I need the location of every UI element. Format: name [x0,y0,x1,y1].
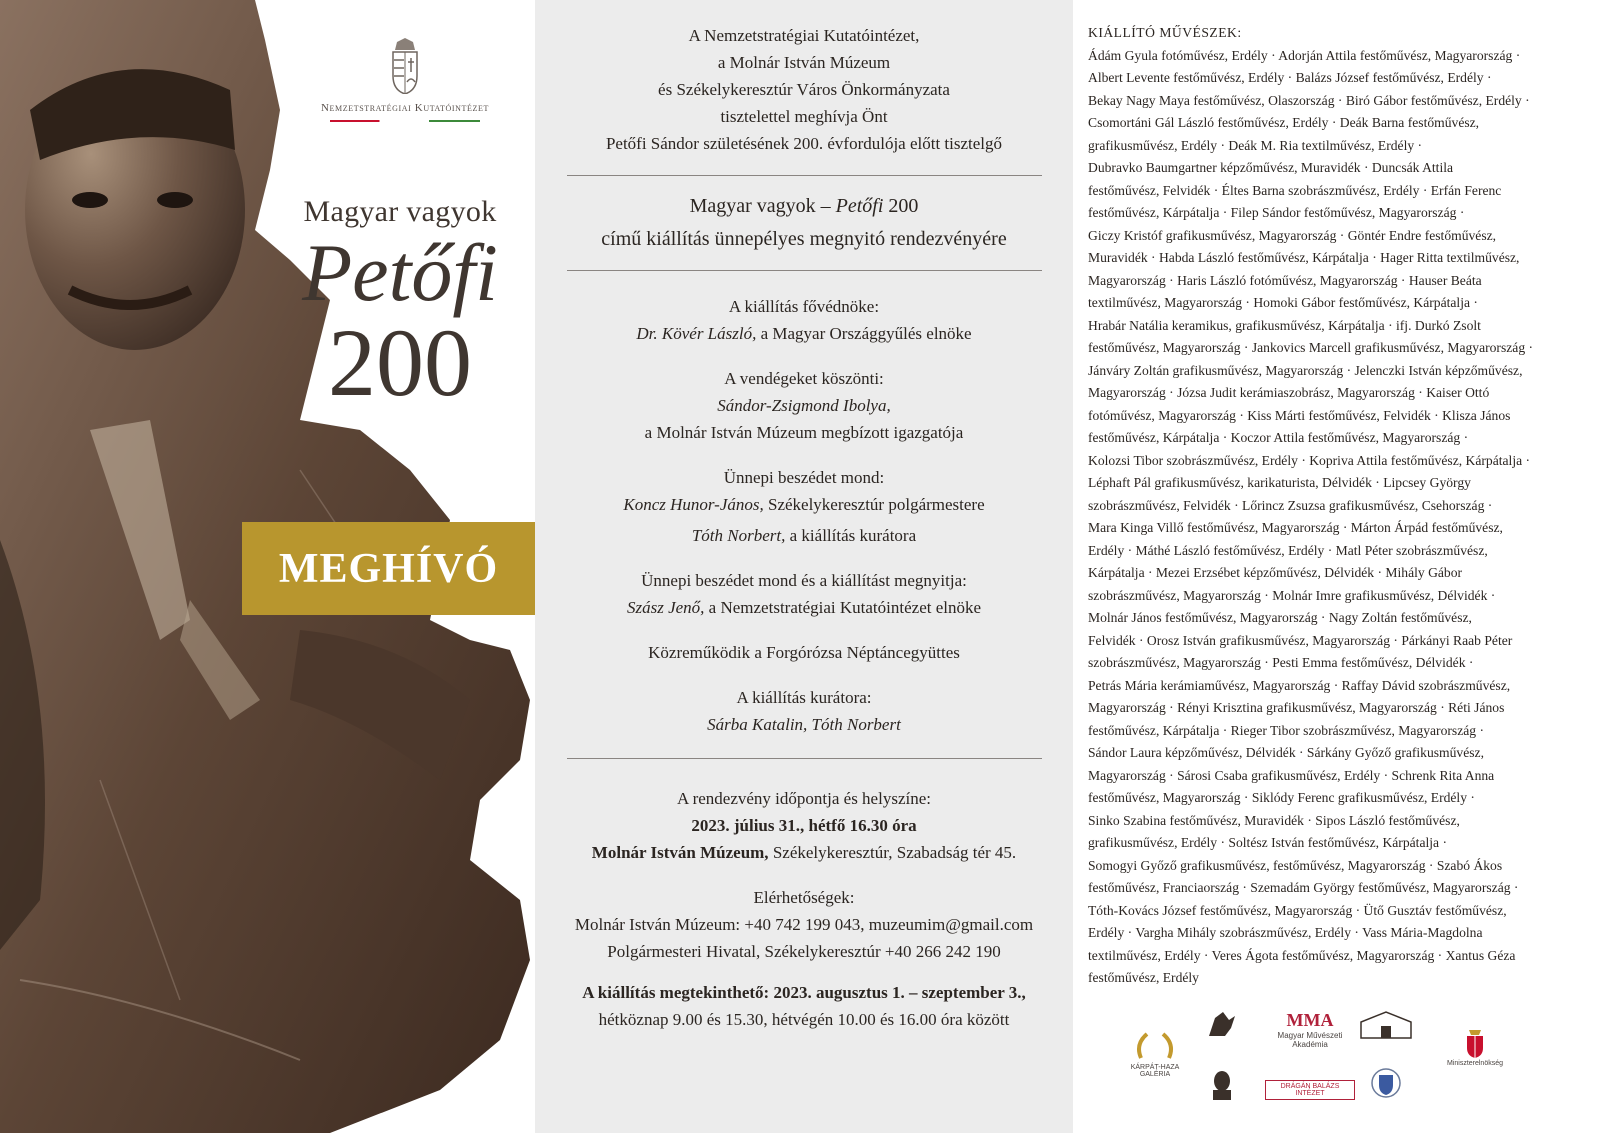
griffin-icon [1205,1010,1239,1040]
curator-label: A kiállítás kurátora: [736,688,872,707]
intro-line: a Molnár István Múzeum [717,53,891,72]
artist-line: Kolozsi Tibor szobrászművész, Erdély · Kopriva Attila festőművész, Kárpátalja · [1088,452,1531,468]
town-building-logo [1355,1010,1417,1042]
exhibition-title-part: 200 [883,195,919,217]
crest-icon [1371,1065,1401,1101]
exhibition-title-part: Magyar vagyok – [689,195,836,217]
artist-line: Molnár János festőművész, Magyarország · Nagy Zoltán festőművész, [1088,610,1472,625]
opener-role: a Nemzetstratégiai Kutatóintézet elnöke [704,598,982,617]
title-line-1: Magyar vagyok [303,195,497,228]
mma-mark: MMA [1286,1010,1334,1030]
speaker-role: a kiállítás kurátora [785,526,917,545]
artist-line: szobrászművész, Magyarország · Pesti Emma festőművész, Délvidék · [1088,655,1474,670]
artist-line: textilművész, Magyarország · Homoki Gábor festőművész, Kárpátalja · [1088,295,1478,310]
greeter-role: a Molnár István Múzeum megbízott igazgatója [644,423,964,442]
institute-logo [290,38,520,122]
artist-line: Dubravko Baumgartner képzőművész, Muravidék · Duncsák Attila [1088,160,1454,175]
speaker-role: Székelykeresztúr polgármestere [763,495,985,514]
dragan-balazs-name: DRÁGÁN BALÁZS INTÉZET [1265,1080,1355,1100]
artist-line: Erdély · Máthé László festőművész, Erdély · Matl Péter szobrászművész, [1088,542,1488,558]
speaker-line [535,522,1073,549]
laurel-wreath-icon [1133,1030,1177,1062]
patron-label: A kiállítás fővédnöke: [728,297,880,316]
artists-list [1088,45,1586,990]
artist-line: Magyarország · Haris László fotóművész, Magyarország · Hauser Beáta [1088,272,1482,288]
artist-line: Jánváry Zoltán grafikusművész, Magyarország · Jelenczki István képzőművész, [1088,362,1523,378]
opening-hours: hétköznap 9.00 és 15.30, hétvégén 10.00 és 16.00 óra között [598,1010,1010,1029]
invitation-badge: MEGHÍVÓ [242,522,535,615]
artist-line: Magyarország · Józsa Judit kerámiaszobrász, Magyarország · Kaiser Ottó [1088,385,1490,400]
contact-museum: Molnár István Múzeum: +40 742 199 043, muzeumim@gmail.com [574,915,1034,934]
artist-line: Giczy Kristóf grafikusművész, Magyarország · Göntér Endre festőművész, [1088,227,1497,243]
invitation-panel [535,0,1073,1133]
opener-line [535,594,1073,621]
karpat-haza-logo [1125,1030,1185,1078]
artist-line: Mara Kinga Villő festőművész, Magyarország · Márton Árpád festőművész, [1088,520,1503,535]
curator-names: Sárba Katalin, Tóth Norbert [707,715,901,734]
viewing-period: A kiállítás megtekinthető: 2023. augusztus 1. – szeptember 3., [582,983,1026,1002]
title-line-3: 200 [328,309,472,416]
patron-line [535,320,1073,347]
greeter-label: A vendégeket köszönti: [724,369,884,388]
artist-line: grafikusművész, Erdély · Soltész István festőművész, Kárpátalja · [1088,835,1447,850]
opening-label: Ünnepi beszédet mond és a kiállítást megnyitja: [641,571,967,590]
greeter-name: Sándor-Zsigmond Ibolya, [717,396,891,415]
contact-mayor-office: Polgármesteri Hivatal, Székelykeresztúr +40 266 242 190 [607,942,1001,961]
patron-name: Dr. Kövér László, [636,324,757,343]
artists-panel [1088,22,1586,990]
artist-line: grafikusművész, Erdély · Deák M. Ria textilművész, Erdély · [1088,137,1423,153]
artist-line: Léphaft Pál grafikusművész, karikaturista, Délvidék · Lipcsey György [1088,475,1471,490]
speaker-name: Tóth Norbert, [691,526,786,545]
event-label: A rendezvény időpontja és helyszíne: [677,789,931,808]
mma-logo [1265,1010,1355,1049]
artist-line: Sándor Laura képzőművész, Délvidék · Sárkány Győző grafikusművész, [1088,745,1484,760]
artist-line: Hrabár Natália keramikus, grafikusművész, Kárpátalja · ifj. Durkó Zsolt [1088,317,1481,333]
artist-line: festőművész, Magyarország · Jankovics Marcell grafikusművész, Magyarország · [1088,340,1534,355]
artist-line: Magyarország · Sárosi Csaba grafikusművész, Erdély · Schrenk Rita Anna [1088,767,1495,783]
venue-line [535,839,1073,866]
patron-role: a Magyar Országgyűlés elnöke [756,324,972,343]
petofi-portrait-logo [1197,1070,1247,1102]
tricolor-stripe [330,120,480,122]
artist-line: textilművész, Erdély · Veres Ágota festőművész, Magyarország · Xantus Géza [1088,947,1516,963]
artist-line: Bekay Nagy Maya festőművész, Olaszország · Biró Gábor festőművész, Erdély · [1088,92,1530,108]
venue-address: Székelykeresztúr, Szabadság tér 45. [768,843,1017,862]
artist-line: Felvidék · Orosz István grafikusművész, Magyarország · Párkányi Raab Péter [1088,632,1513,648]
intro-line: tisztelettel meghívja Önt [720,107,888,126]
institute-name: Nemzetstratégiai Kutatóintézet [321,102,489,114]
intro-line: A Nemzetstratégiai Kutatóintézet, [688,26,920,45]
artist-line: Petrás Mária kerámiaművész, Magyarország · Raffay Dávid szobrászművész, [1088,677,1511,693]
opener-name: Szász Jenő, [626,598,705,617]
contacts-label: Elérhetőségek: [753,888,855,907]
speech-label: Ünnepi beszédet mond: [723,468,885,487]
participants: Közreműködik a Forgórózsa Néptáncegyüttes [648,643,960,662]
hungarian-coat-of-arms-icon [1465,1030,1485,1058]
artist-line: festőművész, Erdély [1088,970,1199,985]
artist-line: festőművész, Kárpátalja · Koczor Attila festőművész, Magyarország · [1088,430,1469,445]
artist-line: Somogyi Győző grafikusművész, festőművész, Magyarország · Szabó Ákos [1088,857,1503,873]
exhibition-title-block [270,195,530,416]
artist-line: szobrászművész, Felvidék · Lőrincz Zsuzsa grafikusművész, Csehország · [1088,497,1493,513]
artist-line: fotóművész, Magyarország · Kiss Márti festőművész, Felvidék · Klisza János [1088,407,1511,423]
exhibition-title [535,190,1073,223]
artist-line: Csomortáni Gál László festőművész, Erdély · Deák Barna festőművész, [1088,115,1480,130]
speaker-line [535,491,1073,518]
artists-heading: KIÁLLÍTÓ MŰVÉSZEK: [1088,25,1242,40]
artist-line: szobrászművész, Magyarország · Molnár Imre grafikusművész, Délvidék · [1088,587,1496,603]
artist-line: Magyarország · Rényi Krisztina grafikusművész, Magyarország · Réti János [1088,700,1505,715]
exhibition-title-italic: Petőfi [835,195,884,217]
artist-line: festőművész, Magyarország · Siklódy Ferenc grafikusművész, Erdély · [1088,790,1475,805]
intro-line: Petőfi Sándor születésének 200. évfordulója előtt tisztelgő [605,134,1003,153]
hungarian-coat-of-arms-icon [390,38,420,94]
ministry-logo [1435,1030,1515,1067]
sponsor-logos [1125,1010,1585,1120]
artist-line: Kárpátalja · Mezei Erzsébet képzőművész, Délvidék · Mihály Gábor [1088,565,1463,580]
artist-line: Ádám Gyula fotóművész, Erdély · Adorján Attila festőművész, Magyarország · [1088,47,1521,63]
artist-line: Tóth-Kovács József festőművész, Magyarország · Ütő Gusztáv festőművész, [1088,902,1507,918]
artist-line: festőművész, Kárpátalja · Filep Sándor festőművész, Magyarország · [1088,205,1465,220]
intro-line: és Székelykeresztúr Város Önkormányzata [658,80,950,99]
mma-name: Magyar Művészeti Akadémia [1277,1031,1343,1049]
artist-line: festőművész, Felvidék · Éltes Barna szobrászművész, Erdély · Erfán Ferenc [1088,182,1502,198]
karpat-haza-name: KÁRPÁT-HAZA GALÉRIA [1130,1064,1180,1078]
artist-line: festőművész, Franciaország · Szemadám György festőművész, Magyarország · [1088,880,1519,895]
cover-panel [0,0,535,1133]
artist-line: Sinko Szabina festőművész, Muravidék · Sipos László festőművész, [1088,812,1460,828]
dragan-balazs-logo [1265,1080,1355,1100]
portrait-icon [1211,1070,1233,1100]
title-line-2: Petőfi [302,227,498,318]
artist-line: festőművész, Kárpátalja · Rieger Tibor szobrászművész, Magyarország · [1088,722,1484,738]
artist-line: Albert Levente festőművész, Erdély · Balázs József festőművész, Erdély · [1088,70,1492,85]
museum-logo [1197,1010,1247,1042]
venue-name: Molnár István Múzeum, [591,843,769,862]
artist-line: Erdély · Vargha Mihály szobrászművész, Erdély · Vass Mária-Magdolna [1088,925,1483,940]
event-date: 2023. július 31., hétfő 16.30 óra [691,816,917,835]
artist-line: Muravidék · Habda László festőművész, Kárpátalja · Hager Ritta textilművész, [1088,250,1520,265]
town-crest-logo [1363,1065,1409,1103]
exhibition-subtitle: című kiállítás ünnepélyes megnyitó rendezvényére [601,228,1007,250]
ministry-name: Miniszterelnökség [1446,1060,1504,1067]
speaker-name: Koncz Hunor-János, [623,495,764,514]
building-icon [1357,1010,1415,1040]
